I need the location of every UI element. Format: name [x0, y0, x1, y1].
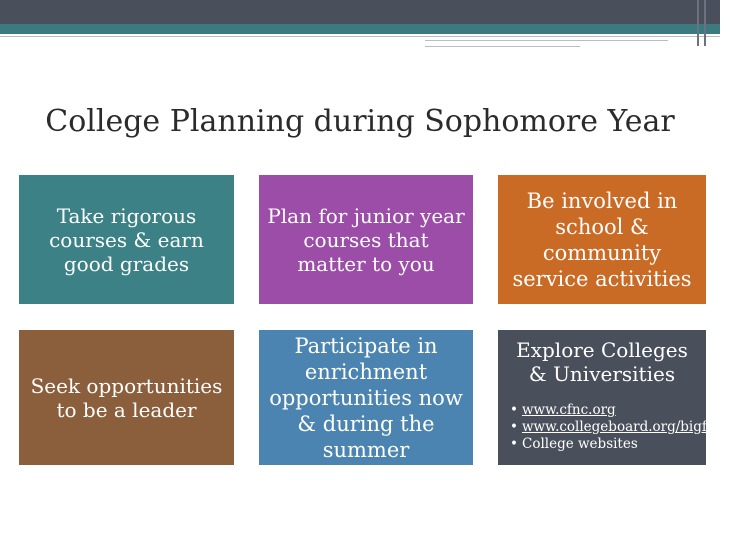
header-rule	[0, 36, 720, 37]
box-text: Seek opportunities to be a leader	[30, 373, 223, 422]
box-text: Participate in enrichment opportunities now & during the summer	[269, 333, 463, 462]
bullet-icon: •	[510, 419, 518, 435]
header-rule-short	[425, 40, 668, 41]
bullet-icon: •	[510, 402, 518, 418]
link-cfnc[interactable]: www.cfnc.org	[522, 402, 616, 418]
box-rigorous-courses	[19, 175, 234, 304]
box-involvement	[498, 175, 706, 304]
header-accent-band	[0, 24, 720, 34]
list-item	[508, 402, 700, 419]
bullet-icon: •	[510, 436, 518, 452]
college-websites-text: College websites	[522, 436, 638, 452]
slide-title: College Planning during Sophomore Year	[45, 104, 675, 139]
header-divider-line	[704, 0, 706, 46]
header-rule-shorter	[425, 46, 580, 47]
box-text: Explore Colleges & Universities	[516, 338, 688, 386]
box-text: Be involved in school & community service activities	[512, 188, 692, 291]
list-item	[508, 419, 744, 436]
list-item	[508, 436, 700, 453]
box-text: Take rigorous courses & earn good grades	[49, 203, 204, 276]
link-collegeboard[interactable]: www.collegeboard.org/bigfuture	[522, 419, 744, 435]
header-divider-line	[697, 0, 699, 46]
header-band	[0, 0, 720, 24]
box-enrichment	[259, 330, 473, 465]
resource-list	[504, 402, 744, 453]
box-leadership	[19, 330, 234, 465]
box-junior-courses	[259, 175, 473, 304]
box-text: Plan for junior year courses that matter to you	[267, 203, 465, 276]
box-explore-colleges	[498, 330, 744, 465]
